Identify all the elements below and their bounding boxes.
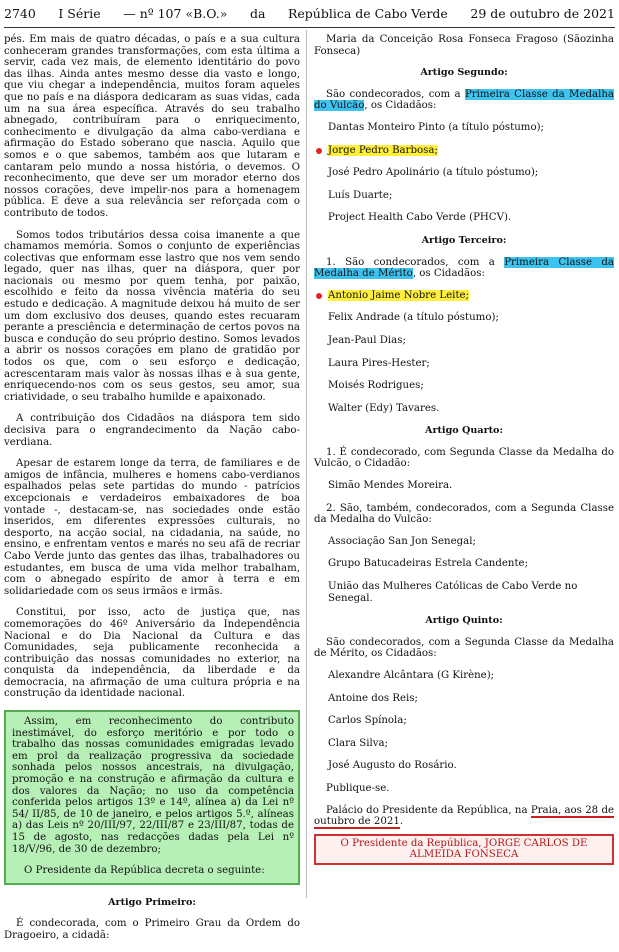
list-item: Alexandre Alcântara (G Kirène); <box>328 670 495 681</box>
article-heading: Artigo Segundo: <box>420 67 508 79</box>
list-item: Associação San Jon Senegal; <box>328 535 476 547</box>
publication-date: 29 de outubro de 2021 <box>470 6 615 21</box>
highlighted-decree-box <box>4 710 300 885</box>
paragraph: 1. São condecorados, com a Primeira Classe da Medalha de Mérito, os Cidadãos: <box>314 256 615 280</box>
highlight-medal-class: Primeira Classe da Medalha do Vulcão <box>314 88 614 112</box>
highlight-name: Antonio Jaime Nobre Leite; <box>328 289 469 301</box>
signature-box: O Presidente da República, JORGE CARLOS DE ALMEIDA FONSECA <box>314 834 614 865</box>
list-item: Antoine dos Reis; <box>328 692 418 704</box>
page-number: 2740 <box>4 6 36 21</box>
article-heading: Artigo Terceiro: <box>421 234 507 246</box>
publique-se: Publique-se. <box>326 782 390 794</box>
honoree-name: Maria da Conceição Rosa Fonseca Fragoso (Sãozinha Fonseca) <box>314 34 614 57</box>
right-column <box>314 34 614 865</box>
list-item: Grupo Batucadeiras Estrela Candente; <box>328 558 528 570</box>
underlined-place: Praia <box>530 804 558 816</box>
list-item: Simão Mendes Moreira. <box>328 480 453 492</box>
bulletin-number: — nº 107 «B.O.» <box>123 6 228 21</box>
list-item: Felix Andrade (a título póstumo); <box>328 312 499 324</box>
list-item: Carlos Spínola; <box>328 715 407 727</box>
list-item: Moisés Rodrigues; <box>328 380 424 392</box>
paragraph: Apesar de estarem longe da terra, de familiares e de amigos de infância, mulheres e homens cabo-verdianos espalhados pelas sete partidas do mundo - patrícios excepcionais e verdadeiros embaixadores de boa vontade -, destacam-se, nas sociedades onde estão inseridos, em diferentes expressões culturais, no desporto, na acção social, na cidadania, na saúde, no ensino, e enfrentam ventos e marés no seu afã de recriar Cabo Verde junto das gentes das ilhas, trabalhadores ou estudantes, em busca de uma vida melhor trabalham, com o abnegado espírito de amor à terra e em solidariedade com os seus irmãos e irmãs. <box>4 458 300 597</box>
list-item: Walter (Edy) Tavares. <box>328 402 440 414</box>
article-heading: Artigo Primeiro: <box>108 896 196 908</box>
list-item: Dantas Monteiro Pinto (a título póstumo); <box>328 121 544 133</box>
list-item: União das Mulheres Católicas de Cabo Verde no Senegal. <box>328 581 578 604</box>
paragraph: São condecorados, com a Primeira Classe da Medalha do Vulcão, os Cidadãos: <box>314 88 614 112</box>
list-item: Jean-Paul Dias; <box>328 334 406 346</box>
paragraph: São condecorados, com a Segunda Classe da Medalha de Mérito, os Cidadãos: <box>314 636 614 660</box>
column-divider <box>306 30 307 898</box>
underlined-date: , aos 28 de outubro de 2021 <box>314 804 614 828</box>
paragraph: 2. São, também, condecorados, com a Segunda Classe da Medalha do Vulcão: <box>314 502 614 526</box>
highlight-medal-class: Primeira Classe da Medalha de Mérito <box>314 256 615 280</box>
article-heading: Artigo Quarto: <box>425 425 503 437</box>
palace-dateline: Palácio do Presidente da República, na Praia, aos 28 de outubro de 2021. <box>314 804 614 828</box>
paragraph: 1. É condecorado, com Segunda Classe da Medalha do Vulcão, o Cidadão: <box>314 446 614 470</box>
list-item: José Augusto do Rosário. <box>328 760 457 772</box>
header-rule <box>4 27 615 28</box>
list-item <box>328 290 614 302</box>
paragraph: Assim, em reconhecimento do contributo inestimável, do esforço meritório e por todo o trabalho das nossas comunidades emigradas levado em prol da realização progressiva da sociedade sonhada pelos nossos ancestrais, na divulgação, promoção e na construção e afirmação da cultura e dos valores da Nação; no uso da competência conferida pelos artigos 13º e 14º, alínea a) da Lei nº 54/ II/85, de 10 de janeiro, e pelos artigos 5.º, alíneas a) das Leis nº 20/III/97, 22/III/87 e 23/III/87, todas de 15 de agosto, nas redacções dadas pela Lei nº 18/V/96, de 30 de dezembro; <box>12 716 294 855</box>
publication-title: República de Cabo Verde <box>288 6 448 21</box>
series-label: I Série <box>58 6 101 21</box>
list-item: Luís Duarte; <box>328 189 393 201</box>
left-column <box>4 34 300 952</box>
paragraph: Constitui, por isso, acto de justiça que, nas comemorações do 46º Aniversário da Independência Nacional e do Dia Nacional da Cultura e das Comunidades, seja publicamente reconhecida a contribuição das nossas comunidades no exterior, na conquista da independência, da liberdade e da democracia, na afirmação de uma cultura própria e na construção da identidade nacional. <box>4 607 300 700</box>
list-item: José Pedro Apolinário (a título póstumo); <box>328 167 539 179</box>
list-item <box>328 145 614 157</box>
decree-statement: O Presidente da República decreta o seguinte: <box>24 865 265 877</box>
da-label: da <box>249 6 266 21</box>
paragraph: pés. Em mais de quatro décadas, o país e a sua cultura conheceram grandes transformações, com esta última a servir, cada vez mais, de elemento identitário do povo das ilhas. Ainda antes mesmo desse dia vasto e longo, que viu chegar a independência, muitos foram aqueles que no país e na diáspora dedicaram as suas vidas, cada um na sua área específica. Através do seu trabalho abnegado, contribuíram para o enriquecimento, conhecimento e divulgação da alma cabo-verdiana e afirmação do Estado soberano que nascia. Aquilo que somos e o que sabemos, também aos que lutaram e cantaram pelo mundo a nossa história, o devemos. O reconhecimento, que deve ser um morador eterno dos nossos corações, deve impelir-nos para a homenagem pública. E deve a sua relevância ser reforçada com o contributo de todos. <box>4 34 300 219</box>
list-item: Project Health Cabo Verde (PHCV). <box>328 212 512 224</box>
paragraph: É condecorada, com o Primeiro Grau da Ordem do Dragoeiro, a cidadã: <box>4 918 300 941</box>
page-header <box>4 6 615 22</box>
list-item: Laura Pires-Hester; <box>328 357 430 369</box>
paragraph: A contribuição dos Cidadãos na diáspora tem sido decisiva para o engrandecimento da Nação cabo-verdiana. <box>4 413 300 448</box>
article-heading: Artigo Quinto: <box>425 615 503 627</box>
paragraph: Somos todos tributários dessa coisa imanente a que chamamos memória. Somos o conjunto de experiências colectivas que enformam esse lastro que nos vem sendo legado, quer nas ilhas, quer na diáspora, quer por nacionais ou mesmo por quem tenha, por paixão, escolhido e feito da nossa vivência matéria do seu estudo e dedicação. A magnitude deixou há muito de ser um dom exclusivo dos deuses, quando estes recuaram perante a presciência e determinação de certos povos na busca e condução do seu próprio destino. Somos levados a abrir os nossos corações em plano de gratidão por todos os que, com o seu esforço e dedicação, acrescentaram mais valor às nossas ilhas e à sua gente, enriquecendo-nos com os seus gestos, seu amor, sua criatividade, o seu trabalho humilde e apaixonado. <box>4 229 300 403</box>
highlight-name: Jorge Pedro Barbosa; <box>328 144 438 156</box>
list-item: Clara Silva; <box>328 737 389 749</box>
